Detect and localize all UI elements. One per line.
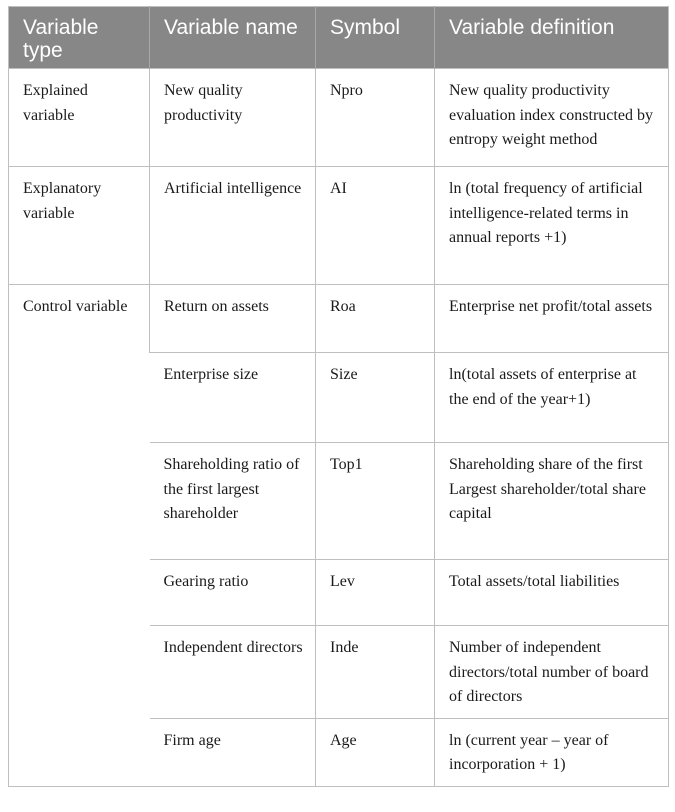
definition-cell: Number of independent directors/total number of board of directors [435,626,669,719]
symbol-cell: Lev [316,560,435,626]
definition-cell: ln (current year – year of incorporation + 1) [435,718,669,786]
table-row [9,167,669,285]
header-row [9,7,669,69]
variable-name-cell: Artificial intelligence [150,167,316,285]
definition-cell: Total assets/total liabilities [435,560,669,626]
variable-name-cell: Enterprise size [150,353,316,443]
header-variable-definition: Variable definition [435,7,669,69]
symbol-cell: AI [316,167,435,285]
symbol-cell: Size [316,353,435,443]
definition-cell: New quality productivity evaluation index constructed by entropy weight method [435,69,669,167]
variable-name-cell: Independent directors [150,626,316,719]
symbol-cell: Age [316,718,435,786]
definition-cell: Enterprise net profit/total assets [435,285,669,353]
table-row [9,69,669,167]
symbol-cell: Top1 [316,443,435,560]
table-header [9,7,669,69]
table-row [9,285,669,353]
variable-type-cell: Explanatory variable [9,167,150,285]
symbol-cell: Inde [316,626,435,719]
variable-name-cell: Return on assets [150,285,316,353]
definition-cell: ln (total frequency of artificial intelligence-related terms in annual reports +1) [435,167,669,285]
variable-name-cell: Shareholding ratio of the first largest shareholder [150,443,316,560]
variable-definition-table [8,6,669,787]
variable-type-cell: Explained variable [9,69,150,167]
table-body [9,69,669,787]
definition-cell: Shareholding share of the first Largest shareholder/total share capital [435,443,669,560]
symbol-cell: Npro [316,69,435,167]
header-variable-type: Variable type [9,7,150,69]
symbol-cell: Roa [316,285,435,353]
variable-type-cell: Control variable [9,285,150,787]
header-symbol: Symbol [316,7,435,69]
header-variable-name: Variable name [150,7,316,69]
definition-cell: ln(total assets of enterprise at the end of the year+1) [435,353,669,443]
variable-name-cell: Firm age [150,718,316,786]
variable-name-cell: New quality productivity [150,69,316,167]
variable-name-cell: Gearing ratio [150,560,316,626]
